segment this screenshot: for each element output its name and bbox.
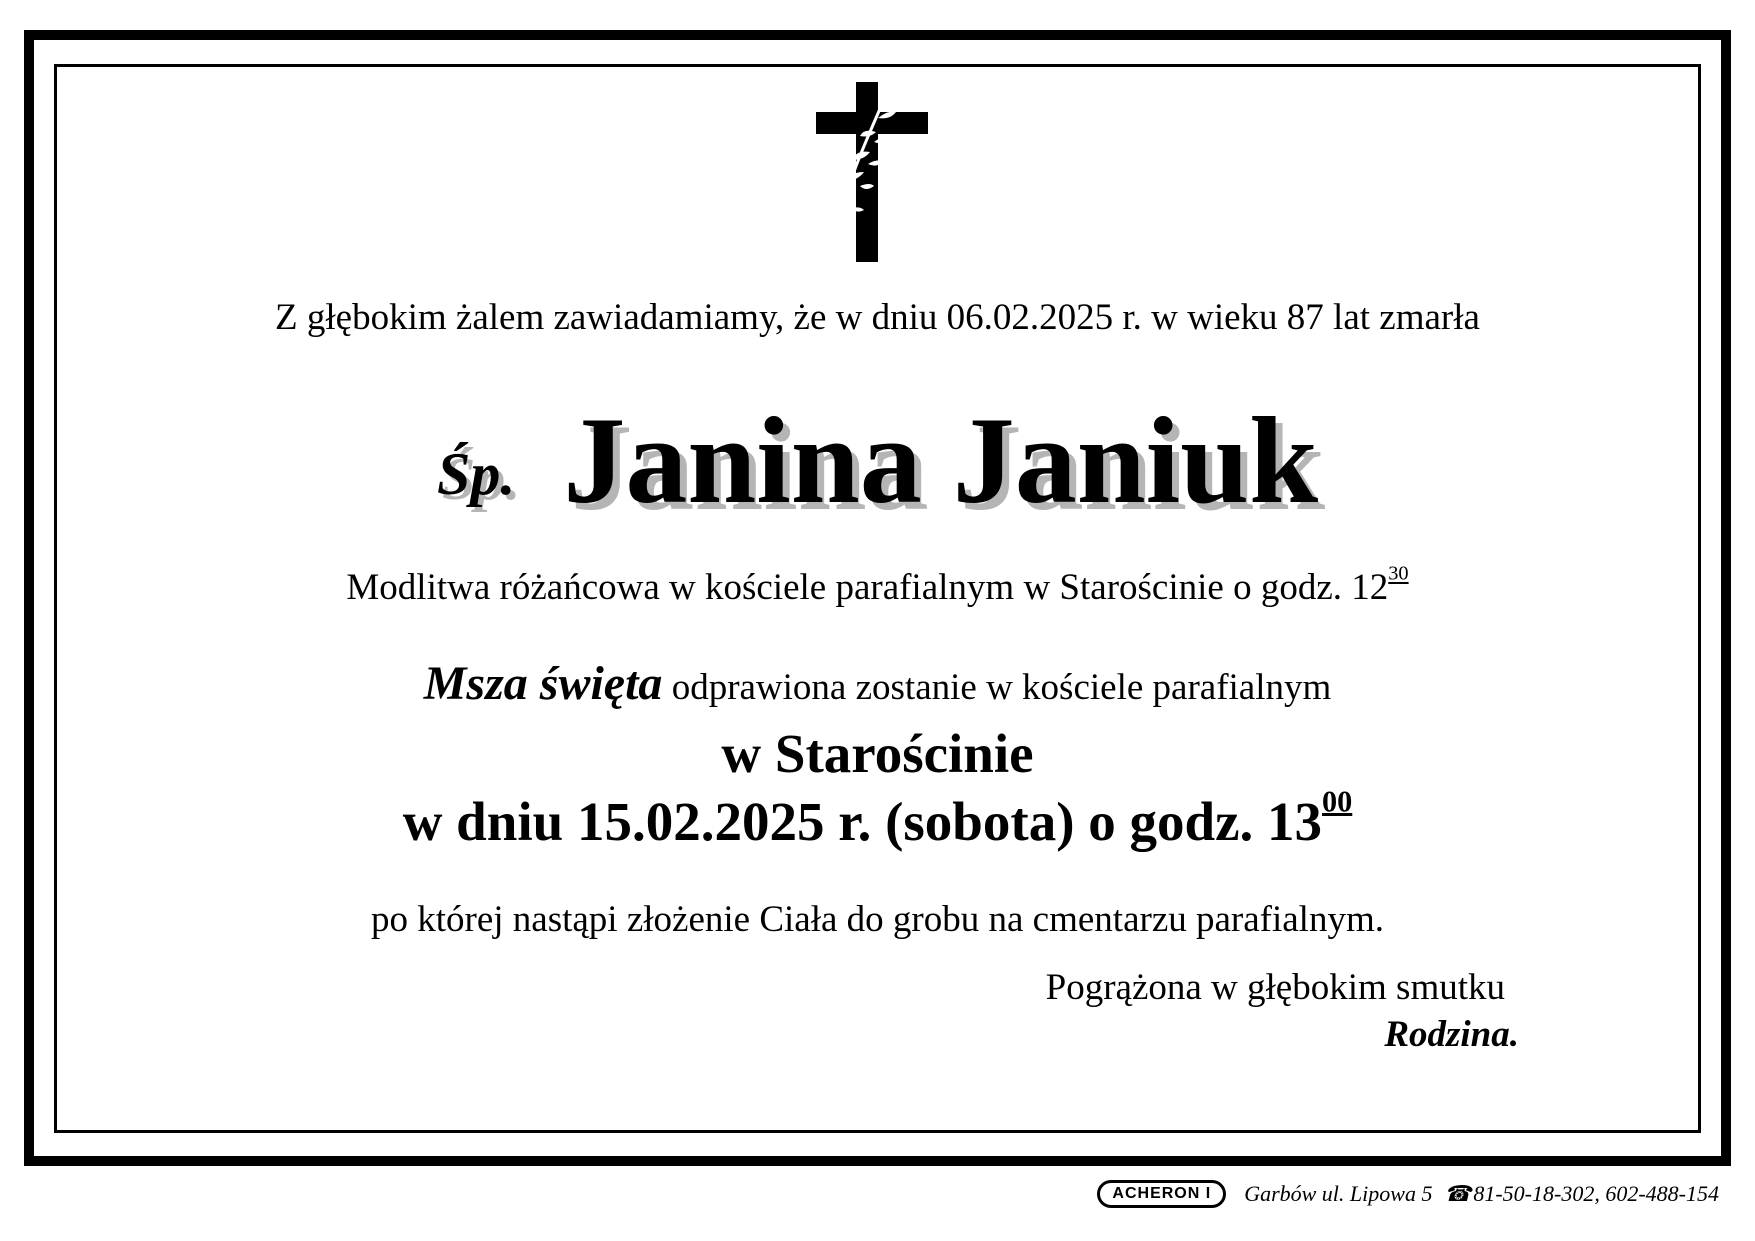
phone-icon: ☎ xyxy=(1443,1181,1472,1206)
burial-text: po której nastąpi złożenie Ciała do grobu na cmentarzu parafialnym. xyxy=(370,899,1384,940)
grief-text: Pogrążona w głębokim smutku xyxy=(1045,967,1505,1008)
mass-date: w dniu 15.02.2025 r. (sobota) o godz. 13 xyxy=(402,791,1323,852)
prayer-minutes: 30 xyxy=(1388,562,1409,585)
family-signature: Rodzina. xyxy=(1384,1014,1519,1055)
deceased-name: Janina Janiuk xyxy=(563,392,1319,529)
prefix-sp: Śp. xyxy=(436,441,516,507)
mass-line xyxy=(0,656,1755,711)
mass-date-line xyxy=(0,784,1755,853)
mass-minutes: 00 xyxy=(1322,784,1353,819)
footer-contact xyxy=(1244,1181,1719,1207)
name-row xyxy=(0,390,1755,532)
footer-phones: 81-50-18-302, 602-488-154 xyxy=(1473,1181,1719,1206)
acheron-logo: ACHERON I xyxy=(1097,1180,1226,1208)
intro-text: Z głębokim żalem zawiadamiamy, że w dniu 06.02.2025 r. w wieku 87 lat zmarła xyxy=(275,297,1480,338)
mass-text: odprawiona zostanie w kościele parafialnym xyxy=(671,667,1332,708)
footer xyxy=(1097,1180,1719,1208)
cross-icon xyxy=(816,82,928,262)
prayer-line xyxy=(0,562,1755,609)
footer-address: Garbów ul. Lipowa 5 xyxy=(1244,1181,1433,1206)
mass-title: Msza święta xyxy=(423,657,663,710)
prayer-text: Modlitwa różańcowa w kościele parafialnym w Starościnie o godz. 12 xyxy=(346,567,1389,608)
mass-place: w Starościnie xyxy=(721,723,1034,784)
